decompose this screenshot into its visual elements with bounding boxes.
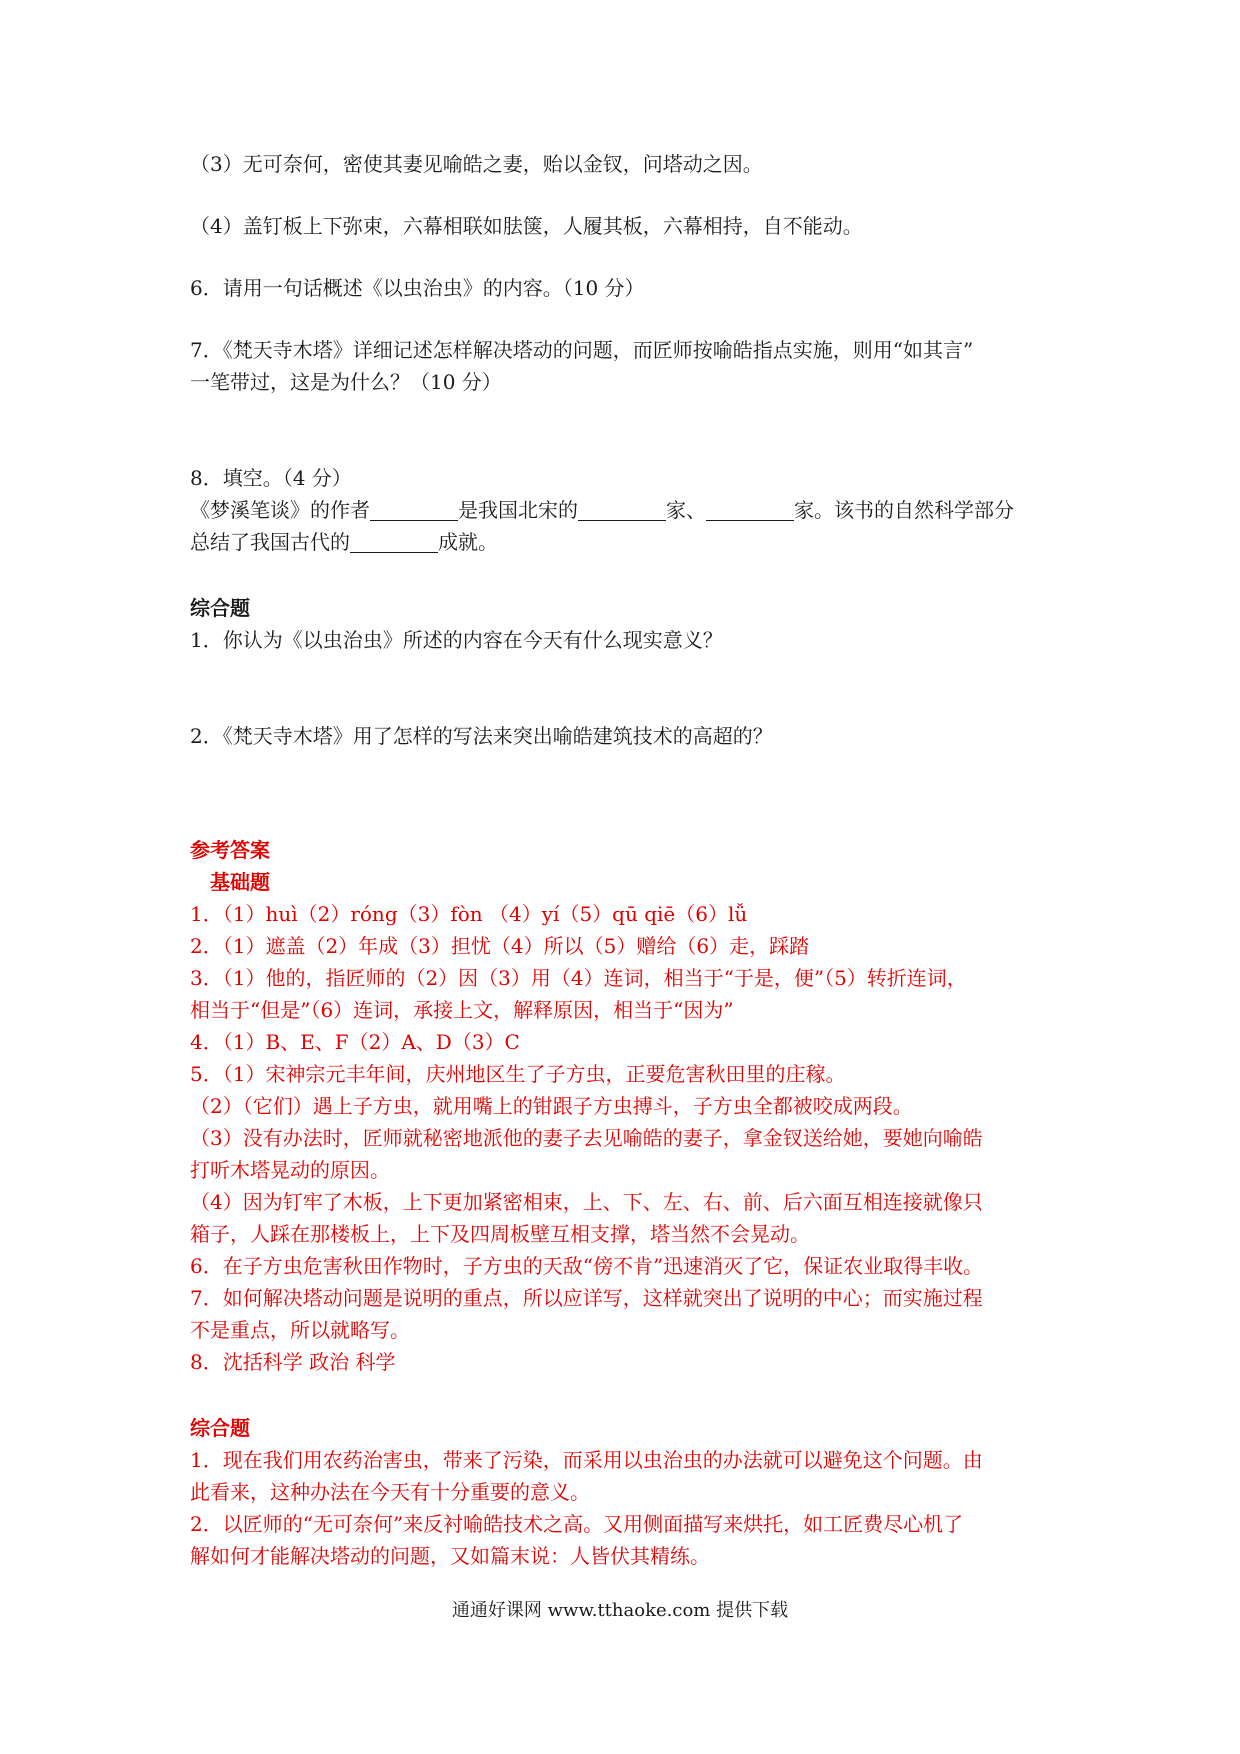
fill-blank-1: [370, 498, 458, 521]
answer-5-3-line-2: 打听木塔晃动的原因。: [190, 1158, 390, 1182]
page-footer: 通通好课网 www.tthaoke.com 提供下载: [451, 1600, 789, 1621]
answer-5-1: 5．（1）宋神宗元丰年间，庆州地区生了子方虫，正要危害秋田里的庄稼。: [190, 1062, 846, 1086]
comprehensive-question-2: 2．《梵天寺木塔》用了怎样的写法来突出喻皓建筑技术的高超的？: [190, 724, 773, 748]
comprehensive-answer-1-line-2: 此看来，这种办法在今天有十分重要的意义。: [190, 1480, 590, 1504]
q8-text-e: 总结了我国古代的: [190, 530, 350, 554]
q8-text-b: 是我国北宋的: [458, 498, 578, 522]
answer-7-line-1: 7．如何解决塔动问题是说明的重点，所以应详写，这样就突出了说明的中心；而实施过程: [190, 1286, 983, 1310]
question-8-title: 8．填空。（4 分）: [190, 466, 352, 490]
basic-answers-heading: 基础题: [210, 870, 270, 894]
fill-blank-4: [350, 530, 438, 553]
q8-text-d: 家。该书的自然科学部分: [794, 498, 1014, 522]
answers-heading: 参考答案: [190, 838, 270, 862]
answer-6: 6．在子方虫危害秋田作物时，子方虫的天敌“傍不肯”迅速消灭了它，保证农业取得丰收。: [190, 1254, 984, 1278]
answer-5-2: （2）（它们）遇上子方虫，就用嘴上的钳跟子方虫搏斗，子方虫全都被咬成两段。: [190, 1094, 913, 1118]
answer-7-line-2: 不是重点，所以就略写。: [190, 1318, 410, 1342]
answer-5-3-line-1: （3）没有办法时，匠师就秘密地派他的妻子去见喻皓的妻子，拿金钗送给她，要她向喻皓: [190, 1126, 983, 1150]
question-8-line-2: [190, 526, 1070, 558]
answer-1: 1．（1）huì（2）róng（3）fòn （4）yí（5）qū qiē（6）lǚ: [190, 902, 748, 926]
answer-5-4-line-2: 箱子，人踩在那楼板上，上下及四周板壁互相支撑，塔当然不会晃动。: [190, 1222, 810, 1246]
question-7-line-1: 7．《梵天寺木塔》详细记述怎样解决塔动的问题，而匠师按喻皓指点实施，则用“如其言”: [190, 338, 974, 362]
fill-blank-3: [706, 498, 794, 521]
question-7-line-2: 一笔带过，这是为什么？（10 分）: [190, 370, 502, 394]
answer-8: 8．沈括科学 政治 科学: [190, 1350, 396, 1374]
comprehensive-answers-heading: 综合题: [190, 1416, 250, 1440]
answer-2: 2．（1）遮盖（2）年成（3）担忧（4）所以（5）赠给（6）走，踩踏: [190, 934, 810, 958]
comprehensive-answer-2-line-2: 解如何才能解决塔动的问题，又如篇末说：人皆伏其精练。: [190, 1544, 710, 1568]
document-body: [190, 148, 1070, 1572]
answer-3-line-1: 3．（1）他的，指匠师的（2）因（3）用（4）连词，相当于“于是，便”（5）转折连词，: [190, 966, 967, 990]
q8-text-a: 《梦溪笔谈》的作者: [190, 498, 370, 522]
comprehensive-answer-2-line-1: 2．以匠师的“无可奈何”来反衬喻皓技术之高。又用侧面描写来烘托，如工匠费尽心机了: [190, 1512, 964, 1536]
answer-4: 4．（1）B、E、F（2）A、D（3）C: [190, 1030, 520, 1054]
q8-text-c: 家、: [666, 498, 706, 522]
question-5-3: （3）无可奈何，密使其妻见喻皓之妻，贻以金钗，问塔动之因。: [190, 152, 763, 176]
question-8-line-1: [190, 494, 1070, 526]
comprehensive-question-1: 1．你认为《以虫治虫》所述的内容在今天有什么现实意义？: [190, 628, 723, 652]
comprehensive-answer-1-line-1: 1．现在我们用农药治害虫，带来了污染，而采用以虫治虫的办法就可以避免这个问题。由: [190, 1448, 983, 1472]
fill-blank-2: [578, 498, 666, 521]
answer-3-line-2: 相当于“但是”（6）连词，承接上文，解释原因，相当于“因为”: [190, 998, 734, 1022]
question-5-4: （4）盖钉板上下弥束，六幕相联如胠箧，人履其板，六幕相持，自不能动。: [190, 214, 863, 238]
question-6: 6．请用一句话概述《以虫治虫》的内容。（10 分）: [190, 276, 645, 300]
comprehensive-heading: 综合题: [190, 596, 250, 620]
answer-5-4-line-1: （4）因为钉牢了木板，上下更加紧密相束，上、下、左、右、前、后六面互相连接就像只: [190, 1190, 983, 1214]
q8-text-f: 成就。: [438, 530, 498, 554]
